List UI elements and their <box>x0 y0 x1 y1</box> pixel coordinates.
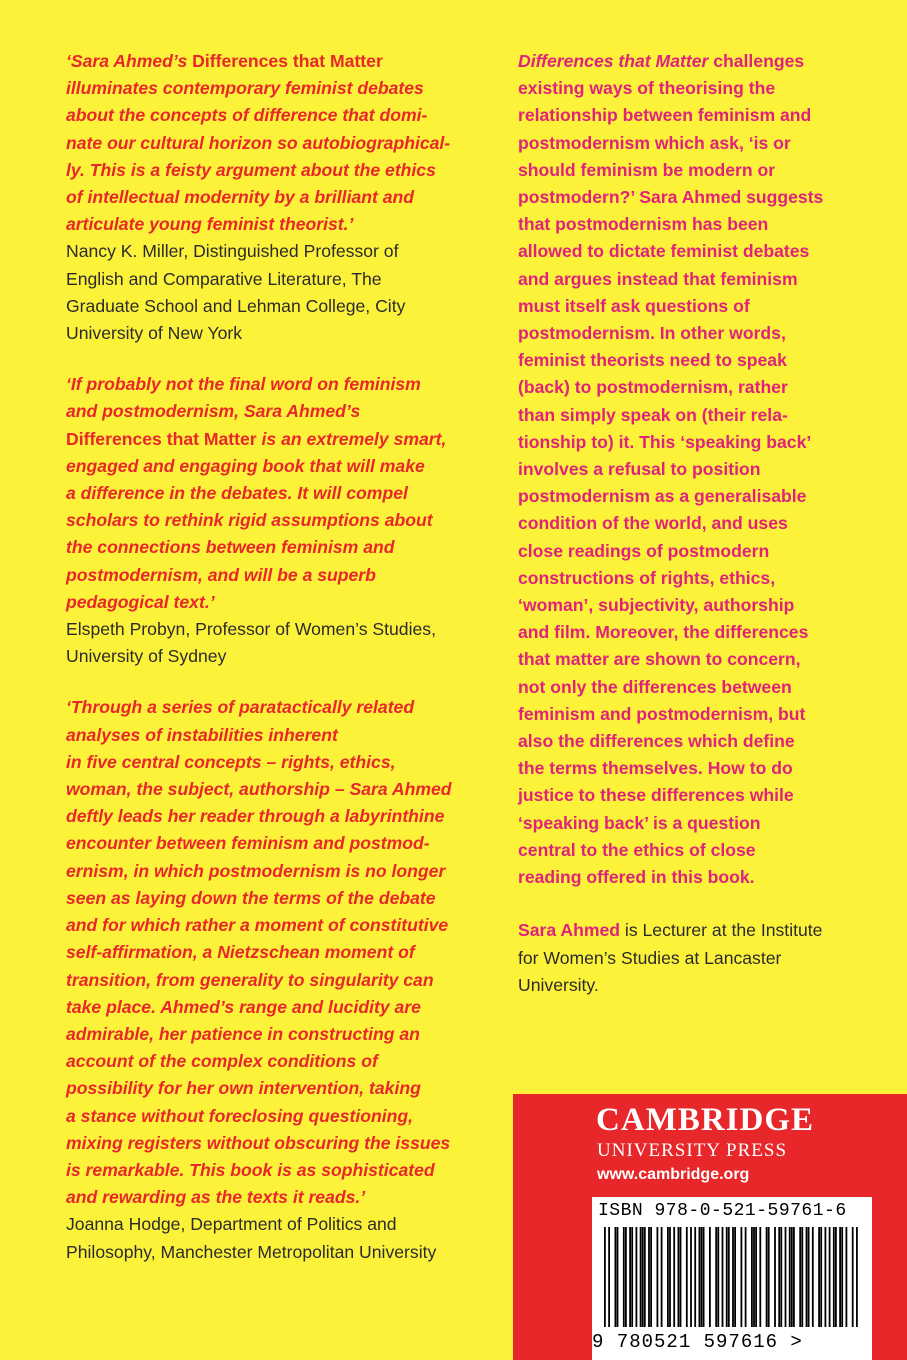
quote-text: analyses of instabilities inherent <box>66 724 338 745</box>
quote-text: and rewarding as the texts it reads.’ <box>66 1187 366 1208</box>
quote-text: about the concepts of difference that domi- <box>66 105 428 126</box>
barcode-bar <box>648 1227 650 1327</box>
publisher-name: CAMBRIDGE <box>596 1102 815 1138</box>
barcode-bar <box>768 1227 770 1327</box>
quote-line <box>66 858 486 885</box>
quote-line <box>66 507 486 534</box>
endorsement <box>66 694 486 1265</box>
quote-text: scholars to rethink rigid assumptions about <box>66 510 433 531</box>
quote-line <box>66 994 486 1021</box>
quote-text: illuminates contemporary feminist debates <box>66 78 424 99</box>
barcode-bar <box>818 1227 820 1327</box>
barcode-bar <box>717 1227 719 1327</box>
author-bio: is Lecturer at the Institute for Women’s Studies at Lancaster University. <box>518 920 823 995</box>
blurb-body: existing ways of theorising the relationship between feminism and postmodernism which ask, ‘is or should feminism be modern or postmodern?’ Sara Ahmed suggests that postmodernism has been allowed to dictate feminist debates and argues instead that feminism must itself ask questions of postmodernism. In other words, feminist theorists need to speak (back) to postmodernism, rather than simply speak on (their rela- tionship to) it. This ‘speaking back’ involves a refusal to position postmodernism as a generalisable condition of the world, and uses close readings of postmodern constructions of rights, ethics, ‘woman’, subjectivity, authorship and film. Moreover, the differences that matter are shown to concern, not only the differences between feminism and postmodernism, but also the differences which define the terms themselves. How to do justice to these differences while ‘speaking back’ is a question central to the ethics of close reading offered in this book. <box>518 78 824 888</box>
barcode-bar <box>625 1227 627 1327</box>
quote-text: is remarkable. This book is as sophisticated <box>66 1159 435 1180</box>
quote-line <box>66 130 486 157</box>
endorsement-quote <box>66 371 486 616</box>
quote-line <box>66 398 486 425</box>
barcode-bar <box>642 1227 644 1327</box>
quote-title: Differences that Matter <box>66 428 257 449</box>
barcode-icon <box>604 1227 860 1335</box>
quote-text: woman, the subject, authorship – Sara Ahmed <box>66 779 452 800</box>
barcode-bar <box>766 1227 768 1327</box>
quote-text: ‘If probably not the final word on feminism <box>66 374 421 395</box>
barcode-bar <box>690 1227 692 1327</box>
barcode-bar <box>759 1227 761 1327</box>
quote-line <box>66 534 486 561</box>
quote-text: seen as laying down the terms of the debate <box>66 887 436 908</box>
endorsement <box>66 371 486 670</box>
quote-text: encounter between feminism and postmod- <box>66 833 430 854</box>
quote-text: pedagogical text.’ <box>66 591 215 612</box>
quote-text: account of the complex conditions of <box>66 1051 378 1072</box>
quote-text: transition, from generality to singularity can <box>66 969 434 990</box>
quote-text: in five central concepts – rights, ethics, <box>66 751 396 772</box>
barcode-bar <box>808 1227 810 1327</box>
quote-text: of intellectual modernity by a brilliant and <box>66 187 415 208</box>
barcode-bar <box>667 1227 669 1327</box>
barcode-bar <box>856 1227 858 1327</box>
quote-line <box>66 480 486 507</box>
quote-line <box>66 75 486 102</box>
quote-line <box>66 1184 486 1211</box>
quote-text: self-affirmation, a Nietzschean moment of <box>66 942 415 963</box>
barcode-bar <box>629 1227 631 1327</box>
barcode-bar <box>791 1227 793 1327</box>
quote-line <box>66 803 486 830</box>
barcode-bar <box>669 1227 671 1327</box>
endorsement-quote <box>66 694 486 1211</box>
barcode-bar <box>631 1227 633 1327</box>
quote-line <box>66 885 486 912</box>
quote-text: ‘Through a series of paratactically related <box>66 697 415 718</box>
author-note <box>518 917 848 999</box>
barcode-bar <box>745 1227 747 1327</box>
barcode-bar <box>615 1227 617 1327</box>
barcode-bar <box>780 1227 782 1327</box>
quote-line <box>66 830 486 857</box>
barcode-bar <box>608 1227 610 1327</box>
publisher-url: www.cambridge.org <box>597 1166 750 1183</box>
author-name: Sara Ahmed <box>518 920 621 941</box>
barcode-bar <box>829 1227 831 1327</box>
barcode-bar <box>657 1227 659 1327</box>
endorsement-attribution: Joanna Hodge, Department of Politics and Philosophy, Manchester Metropolitan University <box>66 1214 437 1262</box>
quote-line <box>66 912 486 939</box>
quote-text: and postmodernism, Sara Ahmed’s <box>66 401 361 422</box>
barcode-bar <box>801 1227 803 1327</box>
quote-line <box>66 157 486 184</box>
barcode-bar <box>852 1227 854 1327</box>
quote-line <box>66 1130 486 1157</box>
barcode-bar <box>661 1227 663 1327</box>
quote-line <box>66 184 486 211</box>
quote-line <box>66 589 486 616</box>
barcode-bar <box>751 1227 753 1327</box>
quote-line <box>66 694 486 721</box>
endorsement-attribution: Elspeth Probyn, Professor of Women’s Studies, University of Sydney <box>66 619 436 667</box>
endorsement-attribution: Nancy K. Miller, Distinguished Professor of English and Comparative Literature, The Graduate School and Lehman College, City University of New York <box>66 241 406 344</box>
barcode-bar <box>839 1227 841 1327</box>
barcode-bar <box>703 1227 705 1327</box>
quote-text: ernism, in which postmodernism is no longer <box>66 860 446 881</box>
barcode-bar <box>709 1227 711 1327</box>
quote-text: a stance without foreclosing questioning, <box>66 1105 414 1126</box>
barcode-bar <box>820 1227 822 1327</box>
barcode-bar <box>774 1227 776 1327</box>
barcode-bar <box>799 1227 801 1327</box>
barcode-bar <box>722 1227 724 1327</box>
barcode-bar <box>793 1227 795 1327</box>
barcode-bar <box>755 1227 757 1327</box>
barcode-bar <box>694 1227 696 1327</box>
quote-text: possibility for her own intervention, taking <box>66 1078 421 1099</box>
quote-line <box>66 939 486 966</box>
quote-line <box>66 48 486 75</box>
barcode-digits: 9 780521 597616 > <box>592 1331 803 1353</box>
barcode-bar <box>835 1227 837 1327</box>
quote-text: and for which rather a moment of constitutive <box>66 915 449 936</box>
barcode-bar <box>699 1227 701 1327</box>
barcode-bar <box>644 1227 646 1327</box>
quote-line <box>66 1048 486 1075</box>
barcode-box <box>592 1197 872 1360</box>
barcode-bar <box>617 1227 619 1327</box>
quote-line <box>66 1103 486 1130</box>
quote-text: nate our cultural horizon so autobiographical- <box>66 132 451 153</box>
quote-text: engaged and engaging book that will make <box>66 455 425 476</box>
quote-text: admirable, her patience in constructing an <box>66 1023 420 1044</box>
barcode-bar <box>673 1227 675 1327</box>
quote-text: deftly leads her reader through a labyrinthine <box>66 806 445 827</box>
barcode-bar <box>741 1227 743 1327</box>
quote-text: is an extremely smart, <box>256 428 447 449</box>
quote-line <box>66 722 486 749</box>
barcode-bar <box>728 1227 730 1327</box>
barcode-bar <box>841 1227 843 1327</box>
isbn-label: ISBN 978-0-521-59761-6 <box>598 1201 847 1221</box>
quote-text: a difference in the debates. It will compel <box>66 483 408 504</box>
barcode-bar <box>726 1227 728 1327</box>
barcode-bar <box>846 1227 848 1327</box>
barcode-bar <box>701 1227 703 1327</box>
quote-line <box>66 1157 486 1184</box>
blurb-column <box>518 48 848 999</box>
barcode-bar <box>778 1227 780 1327</box>
quote-line <box>66 749 486 776</box>
barcode-bar <box>640 1227 642 1327</box>
quote-text: ‘Sara Ahmed’s <box>66 51 193 71</box>
quote-line <box>66 211 486 238</box>
quote-text: articulate young feminist theorist.’ <box>66 214 354 235</box>
barcode-bar <box>604 1227 606 1327</box>
quote-line <box>66 1075 486 1102</box>
quote-text: mixing registers without obscuring the issues <box>66 1132 451 1153</box>
barcode-bar <box>715 1227 717 1327</box>
publisher-subtitle: UNIVERSITY PRESS <box>597 1140 788 1161</box>
quote-text: take place. Ahmed’s range and lucidity are <box>66 996 421 1017</box>
endorsement-quote <box>66 48 486 238</box>
endorsements-column <box>66 48 486 1290</box>
barcode-bar <box>789 1227 791 1327</box>
quote-line <box>66 1021 486 1048</box>
endorsement <box>66 48 486 347</box>
barcode-bar <box>734 1227 736 1327</box>
quote-text: ly. This is a feisty argument about the ethics <box>66 159 436 180</box>
barcode-bar <box>678 1227 680 1327</box>
blurb-first-line: challenges <box>708 51 805 71</box>
quote-text: postmodernism, and will be a superb <box>66 564 376 585</box>
quote-title: Differences that Matter <box>192 51 383 71</box>
quote-line <box>66 776 486 803</box>
book-title: Differences that Matter <box>518 51 709 71</box>
barcode-bar <box>680 1227 682 1327</box>
quote-text: the connections between feminism and <box>66 537 395 558</box>
barcode-bar <box>785 1227 787 1327</box>
quote-line <box>66 102 486 129</box>
quote-line <box>66 453 486 480</box>
barcode-bar <box>812 1227 814 1327</box>
barcode-bar <box>623 1227 625 1327</box>
barcode-bar <box>686 1227 688 1327</box>
barcode-bar <box>833 1227 835 1327</box>
barcode-bar <box>732 1227 734 1327</box>
quote-line <box>66 967 486 994</box>
quote-line <box>66 426 486 453</box>
quote-line <box>66 562 486 589</box>
barcode-bar <box>753 1227 755 1327</box>
quote-line <box>66 371 486 398</box>
barcode-bar <box>825 1227 827 1327</box>
barcode-bar <box>636 1227 638 1327</box>
barcode-bar <box>650 1227 652 1327</box>
publisher-panel <box>513 1094 907 1360</box>
barcode-bar <box>806 1227 808 1327</box>
book-description <box>518 48 848 891</box>
